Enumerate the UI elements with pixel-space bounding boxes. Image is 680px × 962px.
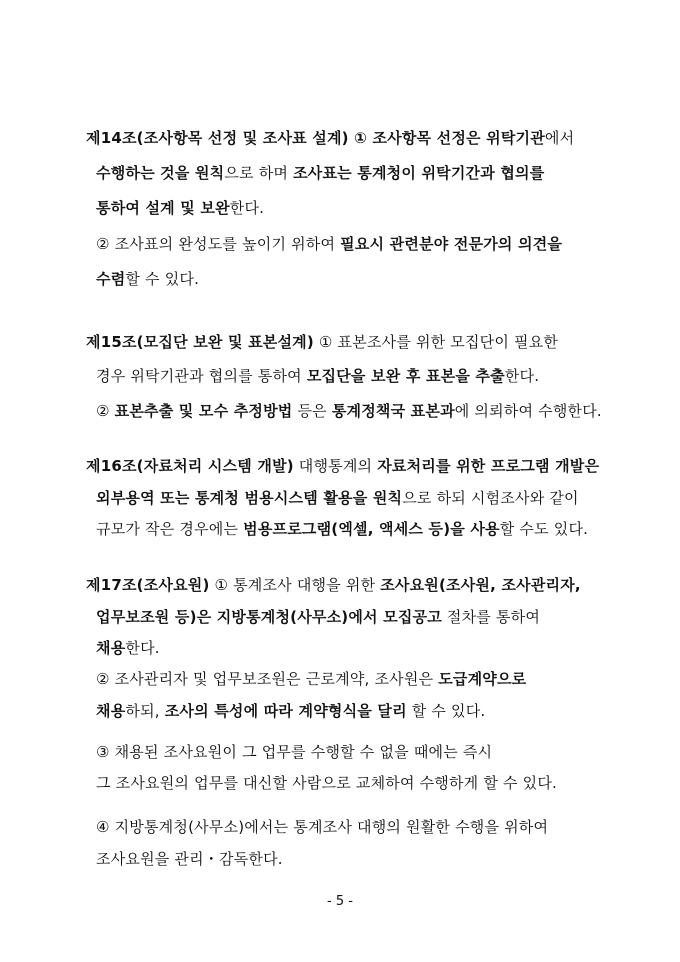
text-run: 경우 위탁기관과 협의를 통하여	[96, 367, 307, 385]
article-14-line-4	[96, 233, 562, 255]
bold-text-run: 채용	[96, 702, 126, 720]
bold-text-run: 수렴	[96, 270, 126, 288]
bold-text-run: 제14조(조사항목 선정 및 조사표 설계) ①	[86, 129, 373, 147]
bold-text-run: 표본추출 및 모수 추정방법	[114, 402, 293, 420]
bold-text-run: 자료처리를 위한 프로그램 개발은	[377, 457, 600, 475]
text-run: ④ 지방통계청(사무소)에서는 통계조사 대행의 원활한 수행을 위하여	[96, 818, 549, 836]
text-run: 등은	[292, 402, 332, 420]
article-16-line-3	[96, 518, 588, 540]
article-15-line-3	[96, 400, 602, 422]
bold-text-run: 필요시 관련분야 전문가의 의견을	[340, 235, 563, 253]
text-run: 한다.	[125, 639, 160, 657]
text-run: 으로 하며	[224, 164, 294, 182]
article-17-line-5	[96, 700, 485, 722]
bold-text-run: 도급계약으로	[438, 670, 527, 688]
text-run: 에서	[544, 129, 575, 147]
article-17-line-3	[96, 637, 160, 659]
article-17-line-7	[96, 772, 557, 794]
article-16-line-2	[96, 487, 579, 509]
article-14-line-3	[96, 197, 264, 219]
bold-text-run: 제17조(조사요원)	[86, 576, 210, 594]
text-run: ② 조사표의 완성도를 높이기 위하여	[96, 235, 341, 253]
article-17-line-8	[96, 816, 548, 838]
article-16-line-1	[86, 455, 599, 477]
text-run: ① 통계조사 대행을 위한	[209, 576, 381, 594]
bold-text-run: 범용프로그램(엑셀, 액세스 등)을 사용	[243, 520, 500, 538]
text-run: 절차를 통하여	[441, 608, 541, 626]
text-run: 대행통계의	[293, 457, 378, 475]
article-17-line-4	[96, 668, 526, 690]
text-run: 한다.	[504, 367, 540, 385]
text-run: 할 수도 있다.	[499, 520, 589, 538]
text-run: 그 조사요원의 업무를 대신할 사람으로 교체하여 수행하게 할 수 있다.	[96, 774, 558, 792]
article-17-line-2	[96, 606, 540, 628]
text-run: 조사요원을 관리・감독한다.	[96, 850, 283, 868]
bold-text-run: 외부용역 또는 통계청 범용시스템 활용을 원칙	[96, 489, 403, 507]
text-run: 하되,	[125, 702, 165, 720]
article-15-line-1	[86, 331, 558, 353]
bold-text-run: 모집단을 보완 후 표본을 추출	[306, 367, 505, 385]
article-17-line-6	[96, 741, 492, 763]
bold-text-run: 조사요원(조사원, 조사관리자,	[380, 576, 581, 594]
text-run: ②	[96, 402, 115, 420]
text-run: 할 수 있다.	[406, 702, 486, 720]
bold-text-run: 조사항목 선정은 위탁기관	[372, 129, 545, 147]
text-run: 규모가 작은 경우에는	[96, 520, 244, 538]
bold-text-run: 제15조(모집단 보완 및 표본설계)	[86, 333, 314, 351]
bold-text-run: 조사표는 통계청이 위탁기간과 협의를	[293, 164, 545, 182]
bold-text-run: 조사의 특성에 따라 계약형식을 달리	[164, 702, 407, 720]
text-run: 에 의뢰하여 수행한다.	[454, 402, 602, 420]
article-14-line-5	[96, 268, 199, 290]
text-run: ③ 채용된 조사요원이 그 업무를 수행할 수 없을 때에는 즉시	[96, 743, 493, 761]
article-15-line-2	[96, 365, 539, 387]
text-run: ② 조사관리자 및 업무보조원은 근로계약, 조사원은	[96, 670, 439, 688]
article-17-line-1	[86, 574, 581, 596]
bold-text-run: 업무보조원 등)은 지방통계청(사무소)에서 모집공고	[96, 608, 442, 626]
text-run: 할 수 있다.	[125, 270, 200, 288]
text-run: 으로 하되 시험조사와 같이	[402, 489, 579, 507]
article-17-line-9	[96, 848, 283, 870]
bold-text-run: 통계정책국 표본과	[331, 402, 455, 420]
article-14-line-1	[86, 127, 574, 149]
bold-text-run: 수행하는 것을 원칙	[96, 164, 225, 182]
page-number: - 5 -	[327, 894, 353, 909]
bold-text-run: 통하여 설계 및 보완	[96, 199, 230, 217]
bold-text-run: 제16조(자료처리 시스템 개발)	[86, 457, 294, 475]
bold-text-run: 채용	[96, 639, 126, 657]
text-run: ① 표본조사를 위한 모집단이 필요한	[313, 333, 559, 351]
article-14-line-2	[96, 162, 544, 184]
text-run: 한다.	[229, 199, 265, 217]
